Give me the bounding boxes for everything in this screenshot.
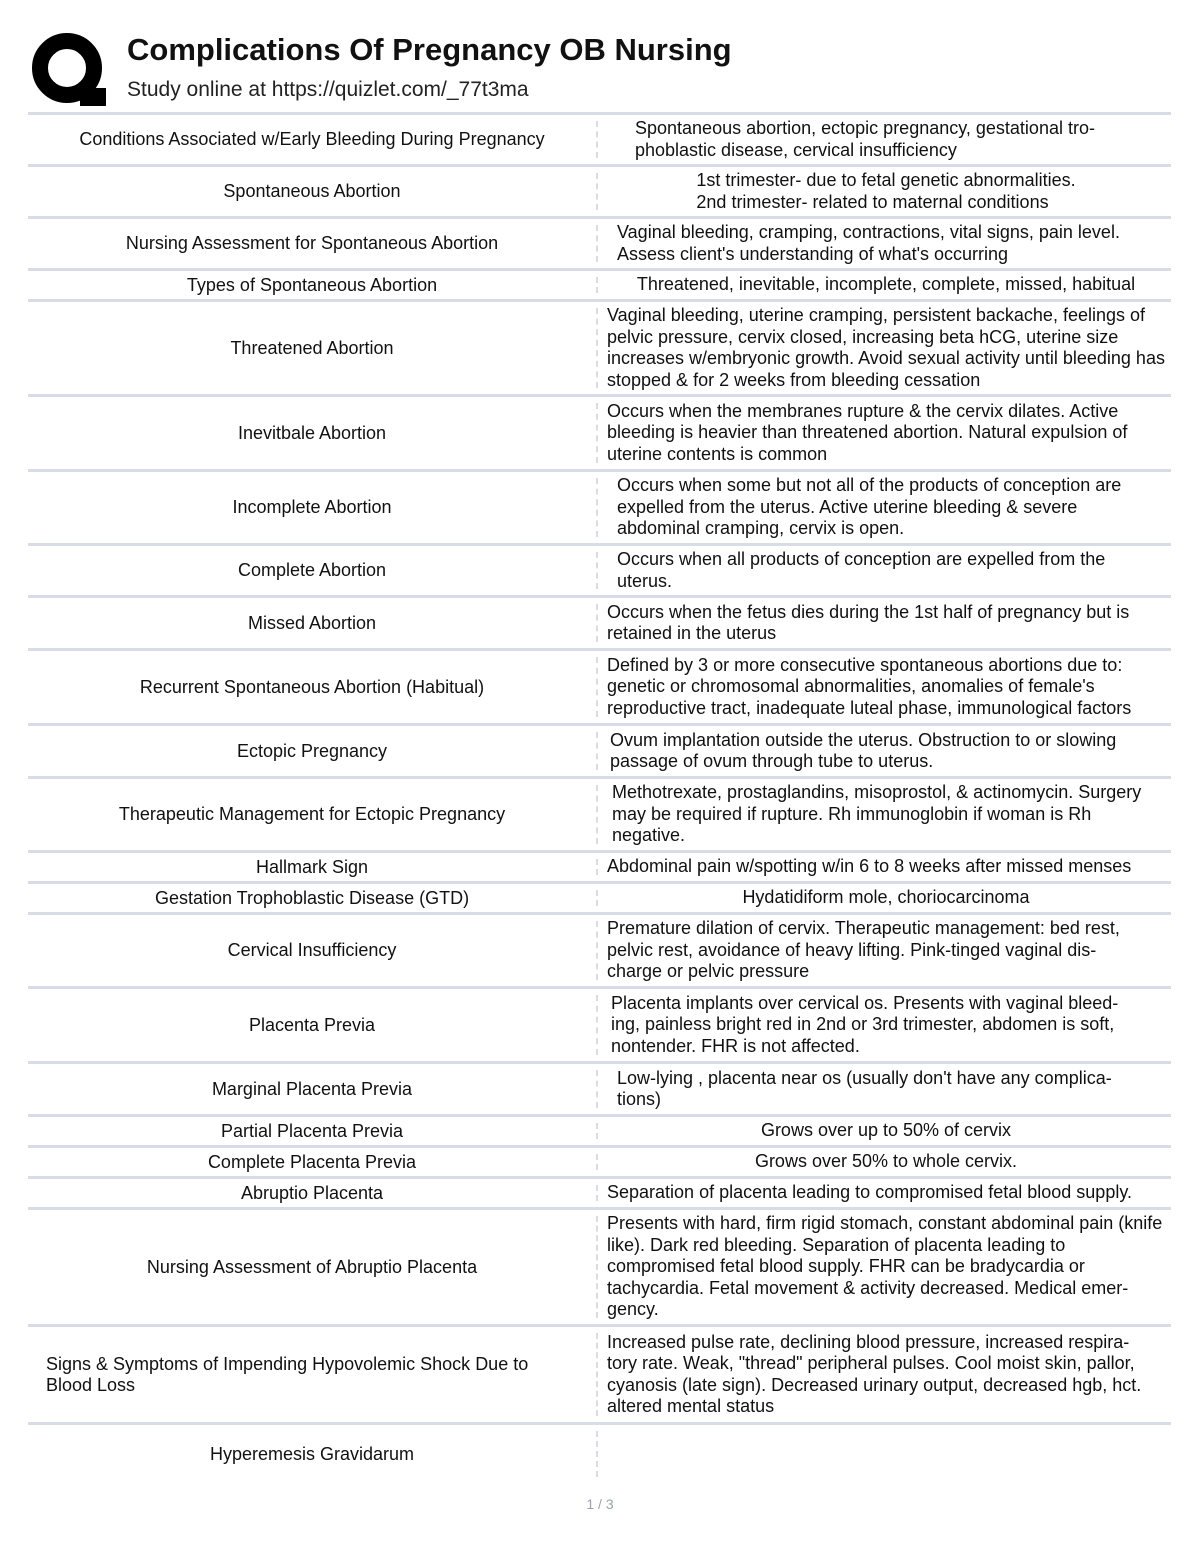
card-definition — [600, 167, 1171, 216]
card-term: Signs & Symptoms of Impending Hypovolemic Shock Due to Blood Loss — [46, 1353, 529, 1395]
definition-text: Threatened, inevitable, incomplete, complete, missed, habitual — [636, 274, 1136, 295]
definition-text: Grows over 50% to whole cervix. — [754, 1151, 1018, 1172]
definition-text: Occurs when the fetus dies during the 1st half of pregnancy but is retained in the uterus — [607, 601, 1130, 643]
definition-text: Abdominal pain w/spotting w/in 6 to 8 weeks after missed menses — [607, 856, 1132, 877]
card-term: Types of Spontaneous Abortion — [186, 274, 438, 295]
definition-text: Hydatidiform mole, choriocarcinoma — [742, 887, 1030, 908]
card-definition — [600, 546, 1171, 595]
header — [30, 28, 1170, 110]
card-term: Gestation Trophoblastic Disease (GTD) — [154, 887, 470, 908]
card-term: Cervical Insufficiency — [227, 940, 397, 960]
card-term: Nursing Assessment for Spontaneous Abortion — [125, 233, 499, 253]
card-term: Missed Abortion — [247, 612, 377, 633]
definition-text: Spontaneous abortion, ectopic pregnancy, gestational tro- phoblastic disease, cervical insufficiency — [635, 118, 1095, 160]
definition-text: Occurs when all products of conception are expelled from the uterus. — [617, 549, 1106, 591]
flashcard-row — [28, 271, 1171, 302]
card-term: Abruptio Placenta — [240, 1182, 384, 1203]
card-definition — [600, 1425, 1171, 1483]
card-definition — [600, 1117, 1171, 1145]
card-term: Hyperemesis Gravidarum — [209, 1443, 415, 1464]
flashcard-row — [28, 1117, 1171, 1148]
card-term: Inevitbale Abortion — [237, 422, 387, 443]
card-term: Conditions Associated w/Early Bleeding During Pregnancy — [79, 129, 545, 149]
definition-text: Methotrexate, prostaglandins, misoprostol, & actinomycin. Surgery may be required if rupture. Rh immunoglobin if woman is Rh negative. — [612, 782, 1142, 846]
flashcard-row — [28, 1148, 1171, 1179]
card-term: Partial Placenta Previa — [220, 1120, 404, 1141]
flashcard-row — [28, 1327, 1171, 1425]
flashcard-row — [28, 779, 1171, 853]
card-definition — [600, 651, 1171, 723]
card-definition — [600, 472, 1171, 543]
definition-text: Occurs when some but not all of the products of conception are expelled from the uterus. Active uterine bleeding & severe abdominal cramping, cervix is open. — [617, 475, 1122, 539]
flashcard-row — [28, 546, 1171, 598]
definition-text: Occurs when the membranes rupture & the cervix dilates. Active bleeding is heavier than threatened abortion. Natural expulsion of uterine contents is common — [607, 400, 1128, 464]
definition-text: Vaginal bleeding, cramping, contractions, vital signs, pain level. Assess client's understanding of what's occurring — [617, 222, 1120, 264]
card-term: Threatened Abortion — [230, 337, 394, 358]
flashcard-row — [28, 726, 1171, 779]
card-term: Nursing Assessment of Abruptio Placenta — [146, 1256, 478, 1277]
card-definition — [600, 219, 1171, 268]
card-definition — [600, 884, 1171, 912]
definition-text: Low-lying , placenta near os (usually don't have any complica- tions) — [617, 1067, 1112, 1109]
card-definition — [600, 1210, 1171, 1324]
flashcard-row — [28, 1425, 1171, 1483]
card-term: Marginal Placenta Previa — [211, 1078, 413, 1099]
quizlet-logo-icon — [30, 30, 108, 108]
card-definition — [600, 1148, 1171, 1176]
definition-text: 1st trimester- due to fetal genetic abnormalities. 2nd trimester- related to maternal conditions — [696, 170, 1076, 212]
flashcard-row — [28, 853, 1171, 884]
card-definition — [600, 302, 1171, 394]
card-term: Hallmark Sign — [255, 856, 369, 877]
card-term: Placenta Previa — [248, 1014, 376, 1035]
card-term: Recurrent Spontaneous Abortion (Habitual) — [139, 676, 485, 697]
card-definition — [600, 1327, 1171, 1422]
flashcard-row — [28, 115, 1171, 167]
definition-text: Vaginal bleeding, uterine cramping, persistent backache, feelings of pelvic pressure, cervix closed, increasing beta hCG, uterine size increases w/embryonic growth. Avoid sexual activity until bleeding has stopped & for 2 weeks from bleeding cessation — [607, 305, 1165, 390]
definition-text: Grows over up to 50% of cervix — [760, 1120, 1012, 1141]
flashcard-row — [28, 1210, 1171, 1327]
flashcard-row — [28, 472, 1171, 546]
flashcard-row — [28, 397, 1171, 472]
flashcard-row — [28, 651, 1171, 726]
flashcard-row — [28, 302, 1171, 397]
flashcard-row — [28, 915, 1171, 989]
flashcard-row — [28, 989, 1171, 1064]
definition-text: Defined by 3 or more consecutive spontaneous abortions due to: genetic or chromosomal abnormalities, anomalies of female's reproductive tract, inadequate luteal phase, immunological factors — [607, 654, 1132, 718]
card-term: Ectopic Pregnancy — [236, 740, 388, 761]
card-definition — [600, 115, 1171, 164]
card-definition — [600, 853, 1171, 881]
flashcard-row — [28, 167, 1171, 219]
card-definition — [600, 989, 1171, 1061]
definition-text: Placenta implants over cervical os. Presents with vaginal bleed- ing, painless bright red in 2nd or 3rd trimester, abdomen is soft, nontender. FHR is not affected. — [611, 992, 1119, 1056]
flashcard-row — [28, 1064, 1171, 1117]
card-term: Spontaneous Abortion — [223, 181, 401, 201]
flashcard-row — [28, 219, 1171, 271]
flashcard-row — [28, 1179, 1171, 1210]
card-definition — [600, 598, 1171, 648]
page-title: Complications Of Pregnancy OB Nursing — [127, 32, 732, 67]
card-definition — [600, 779, 1171, 850]
card-definition — [600, 271, 1171, 299]
card-definition — [600, 1064, 1171, 1114]
definition-text: Separation of placenta leading to compromised fetal blood supply. — [607, 1182, 1132, 1203]
page-number: 1 / 3 — [586, 1496, 614, 1512]
definition-text: Presents with hard, firm rigid stomach, constant abdominal pain (knife like). Dark red bleeding. Separation of placenta leading to compromised fetal blood supply. FHR can be bradycardia or tachycardia. Fetal movement & activity decreased. Medical emer- gency. — [607, 1213, 1163, 1320]
definition-text: Premature dilation of cervix. Therapeutic management: bed rest, pelvic rest, avoidance of heavy lifting. Pink-tinged vaginal dis- charge or pelvic pressure — [607, 918, 1120, 982]
card-definition — [600, 397, 1171, 469]
card-definition — [600, 1179, 1171, 1207]
card-term: Therapeutic Management for Ectopic Pregnancy — [118, 804, 506, 824]
card-term: Complete Abortion — [237, 560, 387, 580]
card-definition — [600, 915, 1171, 986]
flashcard-row — [28, 884, 1171, 915]
study-online-link[interactable]: Study online at https://quizlet.com/_77t3ma — [127, 78, 529, 101]
card-term: Complete Placenta Previa — [207, 1151, 417, 1172]
definition-text: Ovum implantation outside the uterus. Obstruction to or slowing passage of ovum through tube to uterus. — [610, 729, 1117, 771]
flashcard-list — [28, 115, 1171, 1483]
definition-text: Increased pulse rate, declining blood pressure, increased respira- tory rate. Weak, "thread" peripheral pulses. Cool moist skin, pallor, cyanosis (late sign). Decreased urinary output, decreased hgb, hct. altered mental status — [607, 1331, 1142, 1416]
flashcard-row — [28, 598, 1171, 651]
card-term: Incomplete Abortion — [232, 497, 392, 517]
card-definition — [600, 726, 1171, 776]
